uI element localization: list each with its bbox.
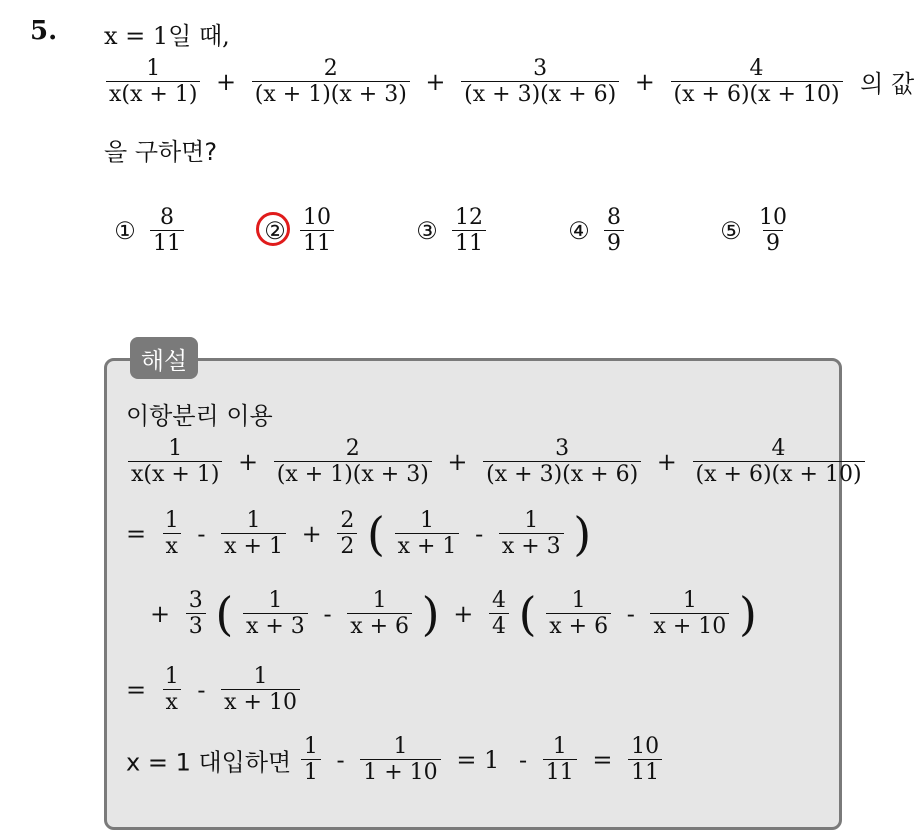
s1-frac-2-num: 2 bbox=[345, 436, 360, 461]
question-intro-text: x = 1일 때, bbox=[104, 22, 230, 50]
s1-fraction-4 bbox=[693, 436, 865, 488]
right-paren: ) bbox=[738, 586, 757, 641]
s2-coef-den: 2 bbox=[337, 533, 357, 559]
s4-f1-num: 1 bbox=[164, 664, 179, 689]
s1-fraction-1 bbox=[128, 436, 222, 488]
s4-f2 bbox=[221, 664, 300, 716]
s3-b1 bbox=[546, 588, 611, 640]
choice-4-den: 9 bbox=[604, 230, 624, 256]
choice-5-fraction bbox=[756, 205, 790, 257]
choice-2-num: 10 bbox=[303, 205, 331, 230]
s2-p1-den: x + 1 bbox=[395, 533, 460, 559]
s2-p2-num: 1 bbox=[524, 508, 539, 533]
s2-p1-num: 1 bbox=[420, 508, 434, 533]
choice-5[interactable] bbox=[718, 205, 792, 257]
choice-2-mark: ② bbox=[264, 216, 286, 245]
s5-f3-den: 11 bbox=[543, 759, 577, 785]
choice-1-num: 8 bbox=[160, 205, 174, 230]
s5-f4 bbox=[628, 734, 662, 786]
plus-sign: + bbox=[301, 519, 322, 548]
choice-1-den: 11 bbox=[150, 230, 184, 256]
choice-4-mark: ④ bbox=[568, 216, 590, 245]
s4-f1-den: x bbox=[163, 689, 181, 715]
q-frac-1-den: x(x + 1) bbox=[106, 81, 200, 107]
s2-f1-den: x bbox=[163, 533, 181, 559]
choice-2-mark-wrap bbox=[262, 217, 288, 245]
s5-f4-den: 11 bbox=[628, 759, 662, 785]
s3-b2-num: 1 bbox=[682, 588, 697, 613]
q-frac-4-num: 4 bbox=[749, 56, 764, 81]
s1-frac-4-den: (x + 6)(x + 10) bbox=[693, 461, 865, 487]
minus-sign: - bbox=[336, 745, 345, 774]
s3-c1 bbox=[186, 588, 206, 640]
equals-sign: = bbox=[126, 675, 147, 704]
s5-f2 bbox=[360, 734, 440, 786]
s5-f2-den: 1 + 10 bbox=[360, 759, 440, 785]
choice-5-mark: ⑤ bbox=[720, 216, 742, 245]
s3-a2-num: 1 bbox=[372, 588, 387, 613]
s1-fraction-3 bbox=[483, 436, 641, 488]
solution-row-3 bbox=[150, 588, 757, 640]
s3-b1-den: x + 6 bbox=[546, 613, 611, 639]
choice-3-mark: ③ bbox=[416, 216, 438, 245]
question-intro bbox=[104, 16, 230, 51]
s2-coef bbox=[337, 508, 357, 560]
right-paren: ) bbox=[421, 586, 440, 641]
q-fraction-4 bbox=[671, 56, 843, 108]
plus-sign: + bbox=[238, 447, 259, 476]
s5-mid: = 1 bbox=[456, 745, 500, 774]
s3-b2 bbox=[650, 588, 729, 640]
left-paren: ( bbox=[215, 586, 234, 641]
plus-sign: + bbox=[425, 67, 446, 96]
s1-frac-2-den: (x + 1)(x + 3) bbox=[274, 461, 432, 487]
s5-f2-num: 1 bbox=[393, 734, 408, 759]
minus-sign: - bbox=[197, 519, 206, 548]
s4-f2-num: 1 bbox=[253, 664, 268, 689]
solution-intro bbox=[126, 396, 273, 431]
equals-sign: = bbox=[126, 519, 147, 548]
choice-2-fraction bbox=[300, 205, 334, 257]
plus-sign: + bbox=[447, 447, 468, 476]
choice-5-num: 10 bbox=[759, 205, 787, 230]
solution-intro-text: 이항분리 이용 bbox=[126, 402, 273, 430]
s5-f4-num: 10 bbox=[631, 734, 660, 759]
minus-sign: - bbox=[626, 599, 635, 628]
solution-tag: 해설 bbox=[130, 337, 198, 379]
q-fraction-1 bbox=[106, 56, 200, 108]
question-tail: 의 값 bbox=[860, 70, 914, 99]
right-paren: ) bbox=[573, 506, 592, 561]
left-paren: ( bbox=[367, 506, 385, 561]
choice-4-num: 8 bbox=[607, 205, 621, 230]
question-line3-text: 을 구하면? bbox=[104, 138, 218, 166]
s4-f1 bbox=[162, 664, 182, 716]
equals-sign: = bbox=[592, 745, 613, 774]
s1-frac-1-den: x(x + 1) bbox=[128, 461, 222, 487]
s3-b2-den: x + 10 bbox=[650, 613, 729, 639]
s3-a2 bbox=[347, 588, 412, 640]
minus-sign: - bbox=[518, 745, 528, 774]
s2-f1 bbox=[162, 508, 182, 560]
s5-f1 bbox=[301, 734, 321, 786]
solution-row-1 bbox=[126, 436, 867, 488]
s3-c2-den: 4 bbox=[489, 613, 509, 639]
s2-p1 bbox=[395, 508, 460, 560]
q-frac-2-den: (x + 1)(x + 3) bbox=[252, 81, 410, 107]
s3-c1-den: 3 bbox=[186, 613, 206, 639]
q-frac-4-den: (x + 6)(x + 10) bbox=[671, 81, 843, 107]
plus-sign: + bbox=[150, 599, 171, 628]
minus-sign: - bbox=[323, 599, 332, 628]
minus-sign: - bbox=[475, 519, 484, 548]
s3-a1-num: 1 bbox=[268, 588, 283, 613]
s5-f3-num: 1 bbox=[552, 734, 567, 759]
choice-2-den: 11 bbox=[300, 230, 334, 256]
choice-1[interactable] bbox=[112, 205, 186, 257]
choice-2[interactable] bbox=[262, 205, 336, 257]
s2-coef-num: 2 bbox=[340, 508, 355, 533]
selected-answer-circle bbox=[256, 212, 290, 246]
choice-4-fraction bbox=[604, 205, 624, 257]
question-line3 bbox=[104, 132, 217, 167]
question-number: 5. bbox=[30, 16, 58, 46]
solution-row-5 bbox=[126, 734, 664, 786]
s1-frac-4-num: 4 bbox=[771, 436, 786, 461]
s3-c2 bbox=[489, 588, 509, 640]
s2-p2-den: x + 3 bbox=[499, 533, 564, 559]
s2-f2-den: x + 1 bbox=[221, 533, 286, 559]
s1-fraction-2 bbox=[274, 436, 432, 488]
q-fraction-2 bbox=[252, 56, 410, 108]
solution-row-2 bbox=[126, 508, 591, 560]
question-expression bbox=[104, 56, 914, 108]
s2-f2 bbox=[221, 508, 286, 560]
q-frac-3-num: 3 bbox=[533, 56, 548, 81]
s3-a1-den: x + 3 bbox=[243, 613, 308, 639]
s1-frac-1-num: 1 bbox=[168, 436, 183, 461]
s4-f2-den: x + 10 bbox=[221, 689, 300, 715]
solution-row-4 bbox=[126, 664, 302, 716]
plus-sign: + bbox=[216, 67, 237, 96]
s3-c1-num: 3 bbox=[188, 588, 203, 613]
q-frac-1-num: 1 bbox=[146, 56, 161, 81]
s3-c2-num: 4 bbox=[492, 588, 507, 613]
q-fraction-3 bbox=[461, 56, 619, 108]
choice-1-fraction bbox=[150, 205, 184, 257]
s1-frac-3-den: (x + 3)(x + 6) bbox=[483, 461, 641, 487]
plus-sign: + bbox=[656, 447, 677, 476]
choice-3-fraction bbox=[452, 205, 486, 257]
choice-4[interactable] bbox=[566, 205, 626, 257]
s5-f3 bbox=[543, 734, 577, 786]
s3-b1-num: 1 bbox=[571, 588, 586, 613]
minus-sign: - bbox=[197, 675, 206, 704]
s3-a2-den: x + 6 bbox=[347, 613, 412, 639]
q-frac-3-den: (x + 3)(x + 6) bbox=[461, 81, 619, 107]
s3-a1 bbox=[243, 588, 308, 640]
left-paren: ( bbox=[518, 586, 537, 641]
s1-frac-3-num: 3 bbox=[555, 436, 570, 461]
s5-f1-den: 1 bbox=[301, 759, 321, 785]
choice-3-den: 11 bbox=[452, 230, 486, 256]
q-frac-2-num: 2 bbox=[323, 56, 338, 81]
s2-f2-num: 1 bbox=[246, 508, 261, 533]
s2-p2 bbox=[499, 508, 564, 560]
choice-3-num: 12 bbox=[455, 205, 483, 230]
s2-f1-num: 1 bbox=[164, 508, 179, 533]
s5-f1-num: 1 bbox=[303, 734, 318, 759]
plus-sign: + bbox=[453, 599, 474, 628]
plus-sign: + bbox=[634, 67, 655, 96]
choice-5-den: 9 bbox=[763, 230, 783, 256]
choice-3[interactable] bbox=[414, 205, 488, 257]
s5-prefix: x = 1 대입하면 bbox=[126, 748, 292, 777]
choice-1-mark: ① bbox=[114, 216, 136, 245]
